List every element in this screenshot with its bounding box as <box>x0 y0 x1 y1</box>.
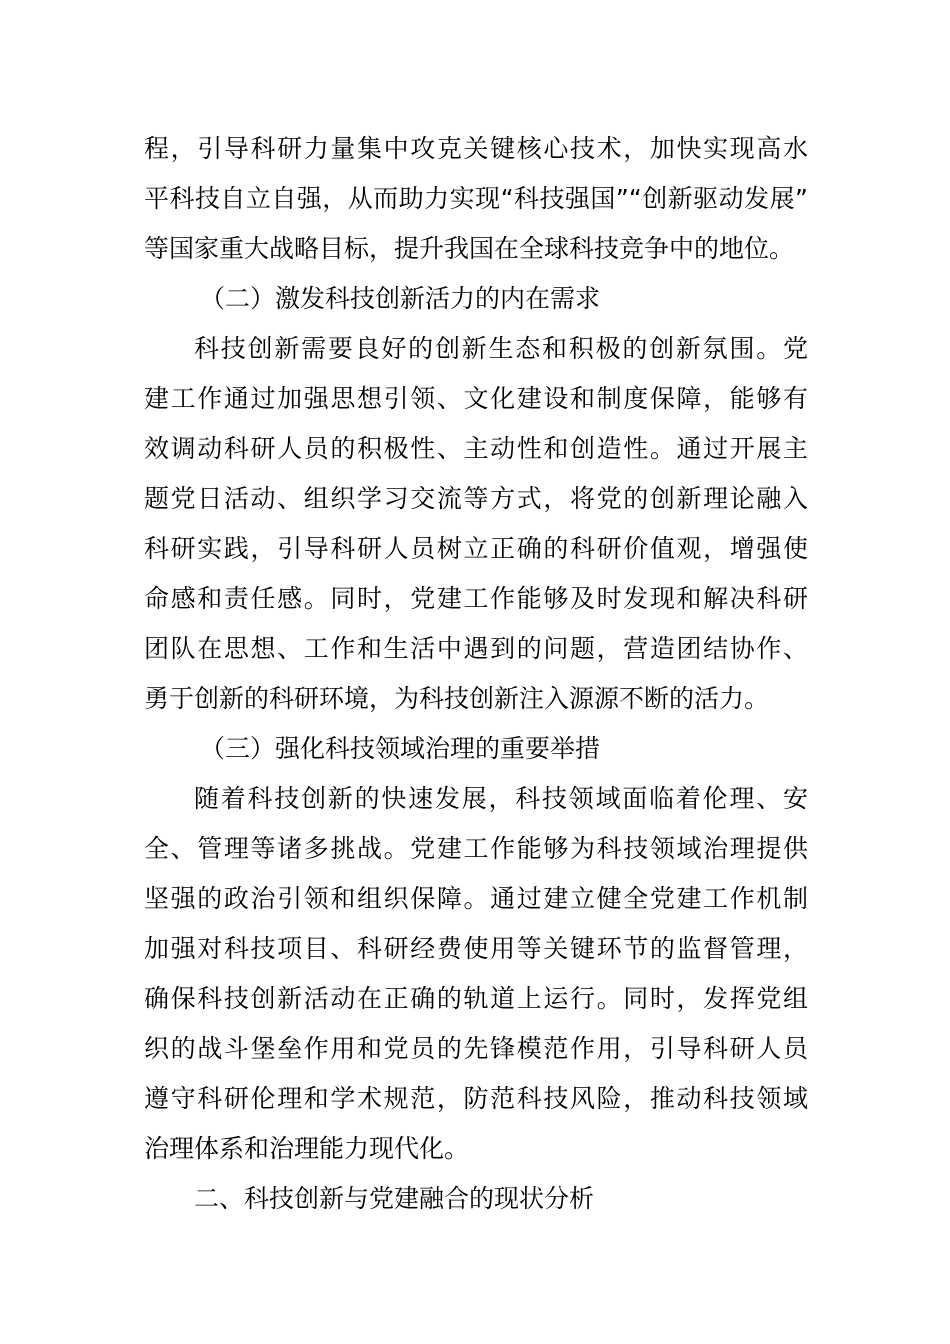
paragraph-line: 程，引导科研力量集中攻克关键核心技术，加快实现高水 <box>144 134 808 163</box>
paragraph-line: 团队在思想、工作和生活中遇到的问题，营造团结协作、 <box>144 634 808 663</box>
section-heading: （二）激发科技创新活力的内在需求 <box>200 284 601 313</box>
paragraph-line: 织的战斗堡垒作用和党员的先锋模范作用，引导科研人员 <box>144 1034 808 1063</box>
paragraph-line: 命感和责任感。同时，党建工作能够及时发现和解决科研 <box>144 584 808 613</box>
paragraph-line: 随着科技创新的快速发展，科技领域面临着伦理、安 <box>194 784 808 813</box>
paragraph-line: 题党日活动、组织学习交流等方式，将党的创新理论融入 <box>144 484 808 513</box>
paragraph-line: 建工作通过加强思想引领、文化建设和制度保障，能够有 <box>144 384 808 413</box>
paragraph-line: 加强对科技项目、科研经费使用等关键环节的监督管理， <box>144 934 808 963</box>
paragraph-line: 遵守科研伦理和学术规范，防范科技风险，推动科技领域 <box>144 1084 808 1113</box>
paragraph-line: 效调动科研人员的积极性、主动性和创造性。通过开展主 <box>144 434 808 463</box>
paragraph-line: 确保科技创新活动在正确的轨道上运行。同时，发挥党组 <box>144 984 808 1013</box>
paragraph-line: 勇于创新的科研环境，为科技创新注入源源不断的活力。 <box>144 684 770 713</box>
paragraph-line: 全、管理等诸多挑战。党建工作能够为科技领域治理提供 <box>144 834 808 863</box>
paragraph-line: 科技创新需要良好的创新生态和积极的创新氛围。党 <box>194 334 808 363</box>
paragraph-line: 平科技自立自强，从而助力实现“科技强国”“创新驱动发展” <box>144 184 808 213</box>
paragraph-line: 坚强的政治引领和组织保障。通过建立健全党建工作机制 <box>144 884 808 913</box>
paragraph-line: 科研实践，引导科研人员树立正确的科研价值观，增强使 <box>144 534 808 563</box>
section-heading: （三）强化科技领域治理的重要举措 <box>200 734 601 763</box>
document-body <box>144 124 808 1224</box>
paragraph-line: 治理体系和治理能力现代化。 <box>144 1134 470 1163</box>
paragraph-line: 等国家重大战略目标，提升我国在全球科技竞争中的地位。 <box>144 234 795 263</box>
chapter-heading: 二、科技创新与党建融合的现状分析 <box>194 1184 595 1213</box>
